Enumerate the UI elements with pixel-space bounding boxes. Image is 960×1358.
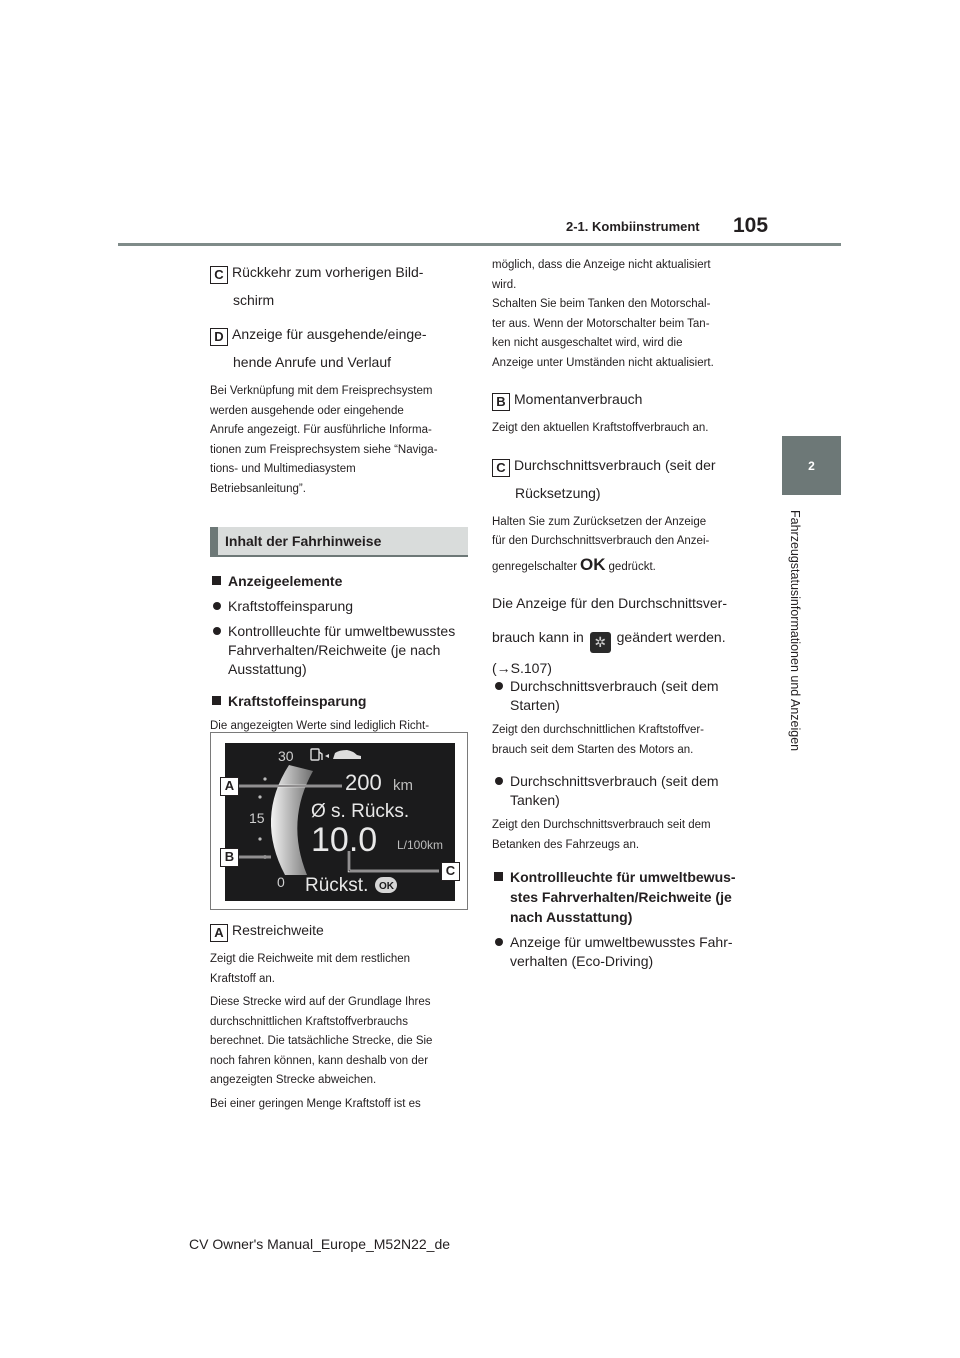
start-description: Zeigt den durchschnittlichen Kraftstoffver- brauch seit dem Starten des Motors an. bbox=[492, 724, 705, 756]
kraft-description: Die angezeigten Werte sind lediglich Richt- bbox=[210, 720, 430, 732]
tank-description: Zeigt den Durchschnittsverbrauch seit dem Betanken des Fahrzeugs an. bbox=[492, 819, 711, 851]
footer-manual-id: CV Owner's Manual_Europe_M52N22_de bbox=[189, 1236, 451, 1252]
avg-value: 10.0 bbox=[311, 821, 378, 859]
section-box-title: Inhalt der Fahrhinweise bbox=[210, 527, 468, 557]
b-description: Zeigt den aktuellen Kraftstoffverbrauch an. bbox=[492, 422, 709, 434]
list-item: Durchschnittsverbrauch (seit dem Tanken) bbox=[492, 772, 750, 810]
left-column: C Rückkehr zum vorherigen Bild- schirm D Anzeige für ausgehende/einge- hende Anrufe und Verlauf Bei Verknüpfung mit dem Freisprechsystem werden ausgehende oder eingehende Anrufe angezeigt. Für ausführliche Informa- tionen zum Freisprechsystem siehe “Naviga- tions- und Multimediasystem Betriebsanleitung”. Inhalt der Fahrhinweise Anzeigeelemente Kraftstoffeinsparung Kontrollleuchte für umweltbewusstes Fahrverhalten/Reichweite (je nach Ausstattung) Kraftstoffeinsparung Die angezeigten Werte sind lediglich Richt- bbox=[210, 258, 472, 756]
range-value: 200 bbox=[345, 770, 382, 795]
label-c-icon: C bbox=[492, 459, 510, 477]
gauge-label-30: 30 bbox=[278, 748, 294, 764]
list-item: Kontrollleuchte für umweltbewusstes Fahrverhalten/Reichweite (je nach Ausstattung) bbox=[210, 622, 472, 679]
ok-button-icon: OK bbox=[580, 554, 606, 574]
gauge-label-0: 0 bbox=[277, 874, 285, 890]
chapter-title-vertical: Fahrzeugstatusinformationen und Anzeigen bbox=[788, 510, 802, 752]
callout-b: B bbox=[220, 848, 239, 867]
a-description: Zeigt die Reichweite mit dem restlichen Kraftstoff an. Diese Strecke wird auf der Grundlage Ihres durchschnittlichen Kraftstoffverbrauchs berechnet. Die tatsächliche Strecke, die Sie noch fahren können, kann deshalb von der angezeigten Strecke abweichen. Bei einer geringen Menge Kraftstoff ist es bbox=[210, 953, 433, 1110]
label-b-icon: B bbox=[492, 393, 510, 411]
item-c-left: C Rückkehr zum vorherigen Bild- bbox=[210, 258, 472, 286]
heading-anzeigeelemente: Anzeigeelemente bbox=[210, 571, 472, 591]
left-column-lower bbox=[210, 916, 472, 1114]
ok-label: OK bbox=[379, 881, 394, 892]
d-description: Bei Verknüpfung mit dem Freisprechsystem werden ausgehende oder eingehende Anrufe angezeigt. Für ausführliche Informa- tionen zum Freisprechsystem siehe “Naviga- tions- und Multimediasystem Betriebsanleitung”. bbox=[210, 385, 438, 495]
avg-label: Ø s. Rücks. bbox=[311, 801, 410, 822]
range-unit: km bbox=[393, 777, 413, 794]
item-b: B Momentanverbrauch bbox=[492, 385, 750, 413]
heading-kraftstoffeinsparung: Kraftstoffeinsparung bbox=[210, 691, 472, 711]
label-d-icon: D bbox=[210, 328, 228, 346]
list-item: Kraftstoffeinsparung bbox=[210, 597, 472, 616]
header-rule bbox=[118, 243, 841, 246]
callout-c: C bbox=[441, 862, 460, 881]
avg-unit: L/100km bbox=[397, 838, 444, 852]
chapter-tab: 2 bbox=[782, 436, 841, 495]
page-number: 105 bbox=[733, 214, 769, 237]
page-reference: (→S.107) bbox=[492, 660, 552, 676]
callout-lines bbox=[211, 733, 469, 911]
right-column: möglich, dass die Anzeige nicht aktualisiert wird. Schalten Sie beim Tanken den Motorschal- ter aus. Wenn der Motorschalter beim Tan- ken nicht ausgeschaltet wird, wird die Anzeige unter Umständen nicht aktualisiert. B Momentanverbrauch Zeigt den aktuellen Kraftstoffverbrauch an. C Durchschnittsverbrauch (seit der Rücksetzung) Halten Sie zum Zurücksetzen der Anzeige für den Durchschnittsverbrauch den Anzei- genregelschalter OK gedrückt. Die Anzeige für den Durchschnittsver- brauch kann in ✲ geändert werden. (→S.107) Durchschnittsverbrauch (seit dem Starten) Zeigt den durchschnittlichen Kraftstoffver- brauch seit dem Starten des Motors an. Durchschnittsverbrauch (seit dem Tanken) Zeigt den Durchschnittsverbrauch seit dem Betanken des Fahrzeugs an. Kontrollleuchte für umweltbewus-stes Fahrverhalten/Reichweite (je nach Ausstattung) Anzeige für umweltbewusstes Fahr-verhalten (Eco-Driving) bbox=[492, 256, 750, 971]
instrument-display-figure bbox=[210, 732, 468, 910]
label-c-icon: C bbox=[210, 266, 228, 284]
item-c-right: C Durchschnittsverbrauch (seit der bbox=[492, 451, 750, 479]
reset-label: Rückst. bbox=[305, 875, 369, 896]
item-a: A Restreichweite bbox=[210, 916, 472, 944]
label-a-icon: A bbox=[210, 924, 228, 942]
section-header: 2-1. Kombiinstrument bbox=[566, 219, 700, 234]
settings-gear-icon: ✲ bbox=[590, 632, 611, 653]
list-item: Durchschnittsverbrauch (seit dem Starten) bbox=[492, 677, 750, 715]
c-description: Halten Sie zum Zurücksetzen der Anzeige für den Durchschnittsverbrauch den Anzei- genregelschalter OK gedrückt. bbox=[492, 515, 710, 574]
item-d-left: D Anzeige für ausgehende/einge- bbox=[210, 320, 472, 348]
heading-eco: Kontrollleuchte für umweltbewus-stes Fahrverhalten/Reichweite (je nach Ausstattung) bbox=[492, 867, 750, 927]
continued-text: möglich, dass die Anzeige nicht aktualisiert wird. Schalten Sie beim Tanken den Motorschal- ter aus. Wenn der Motorschalter beim Tan- ken nicht ausgeschaltet wird, wird die Anzeige unter Umständen nicht aktualisiert. bbox=[492, 259, 714, 369]
change-text: Die Anzeige für den Durchschnittsver- bbox=[492, 595, 727, 611]
callout-a: A bbox=[220, 777, 239, 796]
list-item: Anzeige für umweltbewusstes Fahr-verhalten (Eco-Driving) bbox=[492, 933, 750, 971]
gauge-label-15: 15 bbox=[249, 810, 265, 826]
